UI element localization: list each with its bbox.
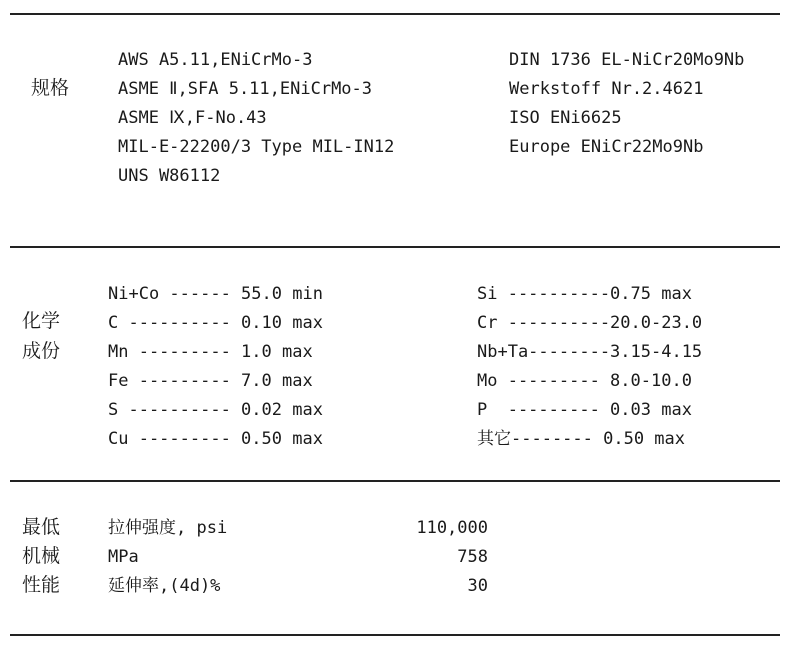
bottom-rule (10, 634, 780, 636)
spec-left-item: ASME Ⅱ,SFA 5.11,ENiCrMo-3 (118, 79, 373, 99)
spec-right-item: Werkstoff Nr.2.4621 (509, 79, 704, 99)
chem-right-item: Nb+Ta--------3.15-4.15 (477, 342, 703, 362)
spec-left-item: ASME Ⅸ,F-No.43 (118, 108, 267, 128)
spec-chem-divider (10, 246, 780, 248)
chem-mech-divider (10, 480, 780, 482)
mech-property-name: 拉伸强度, psi (108, 518, 228, 538)
chem-left-item: Fe --------- 7.0 max (108, 371, 313, 391)
spec-right-item: DIN 1736 EL-NiCr20Mo9Nb (509, 50, 745, 70)
mech-property-name: 延伸率,(4d)% (108, 576, 221, 596)
mech-section-label-line1: 最低 (22, 516, 61, 538)
chem-left-item: S ---------- 0.02 max (108, 400, 323, 420)
mech-property-value: 758 (457, 547, 488, 567)
chem-left-item: Ni+Co ------ 55.0 min (108, 284, 323, 304)
chem-left-item: Cu --------- 0.50 max (108, 429, 323, 449)
chem-section-label-line1: 化学 (22, 310, 61, 332)
spec-right-item: ISO ENi6625 (509, 108, 622, 128)
spec-section-label: 规格 (31, 77, 70, 99)
mech-property-name: MPa (108, 547, 139, 567)
chem-section-label-line2: 成份 (22, 340, 61, 362)
mech-section-label-line2: 机械 (22, 545, 61, 567)
top-rule (10, 13, 780, 15)
chem-left-item: Mn --------- 1.0 max (108, 342, 313, 362)
chem-left-item: C ---------- 0.10 max (108, 313, 323, 333)
chem-right-item: 其它-------- 0.50 max (477, 429, 685, 449)
spec-left-item: AWS A5.11,ENiCrMo-3 (118, 50, 313, 70)
chem-right-item: Cr ----------20.0-23.0 (477, 313, 703, 333)
mech-section-label-line3: 性能 (22, 574, 61, 596)
spec-left-item: MIL-E-22200/3 Type MIL-IN12 (118, 137, 395, 157)
mech-property-value: 30 (467, 576, 488, 596)
chem-right-item: Mo --------- 8.0-10.0 (477, 371, 692, 391)
spec-left-item: UNS W86112 (118, 166, 221, 186)
mech-property-value: 110,000 (416, 518, 488, 538)
chem-right-item: Si ----------0.75 max (477, 284, 692, 304)
spec-right-item: Europe ENiCr22Mo9Nb (509, 137, 704, 157)
chem-right-item: P --------- 0.03 max (477, 400, 692, 420)
